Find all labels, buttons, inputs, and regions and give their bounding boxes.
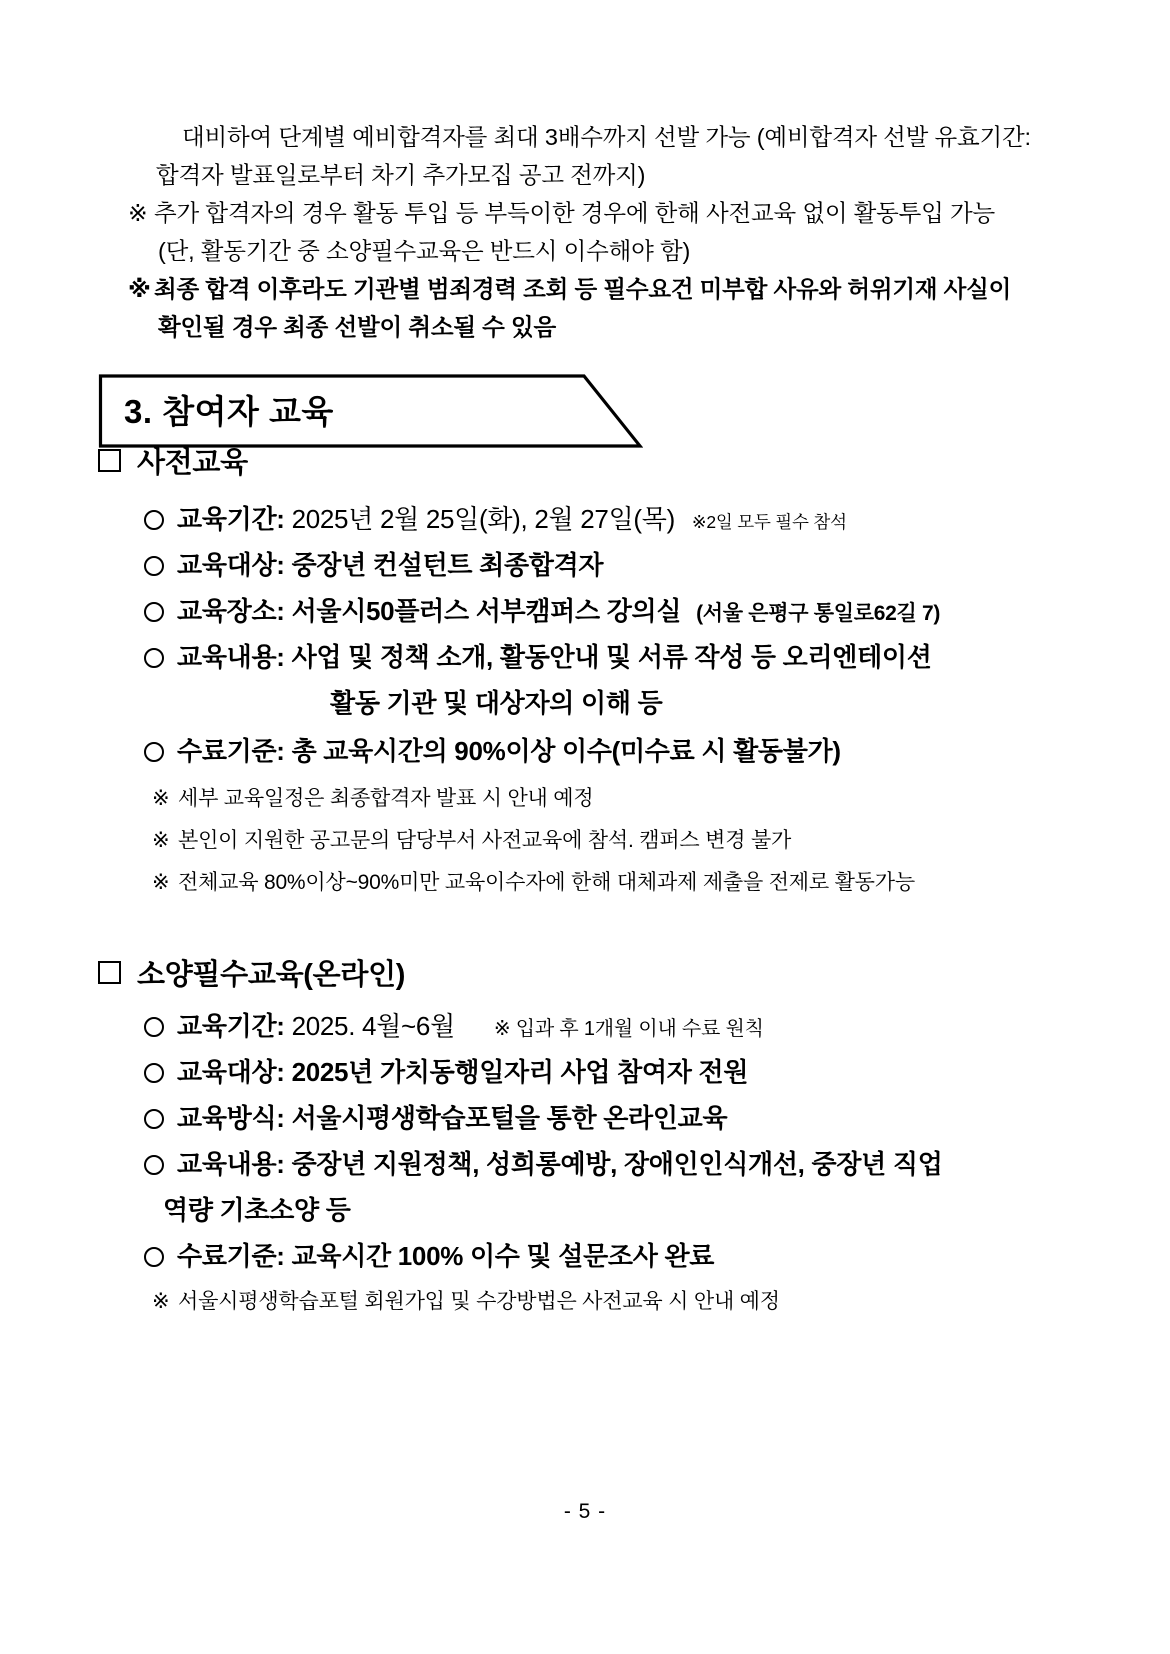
subsection-heading-pre-training [98, 440, 248, 481]
subsection-heading-label: 소양필수교육(온라인) [137, 959, 406, 991]
circle-bullet-icon [144, 1017, 164, 1037]
list-item-text [177, 1006, 764, 1043]
intro-paragraph-block [128, 118, 1058, 346]
list-item-text [177, 1144, 943, 1181]
list-item-label: 교육대상: [177, 550, 285, 580]
list-item-label: 교육기간: [177, 504, 285, 534]
intro-line-text: (단, 활동기간 중 소양필수교육은 반드시 이수해야 함) [158, 238, 691, 264]
list-item-text [177, 637, 932, 674]
note-mark-icon: ※ [152, 829, 170, 852]
list-item-value: 2025. 4월~6월 [291, 1011, 455, 1041]
intro-line-text: 대비하여 단계별 예비합격자를 최대 3배수까지 선발 가능 (예비합격자 선발 유효기간: [182, 124, 1031, 150]
intro-line [128, 308, 1058, 346]
circle-bullet-icon [144, 1063, 164, 1083]
circle-bullet-icon [144, 602, 164, 622]
circle-bullet-icon [144, 510, 164, 530]
list-item [144, 545, 603, 582]
intro-line [128, 118, 1058, 156]
list-item-address-note: (서울 은평구 통일로62길 7) [696, 602, 941, 625]
intro-line [128, 156, 1058, 194]
list-item-label: 수료기준: [177, 1241, 285, 1271]
footnote-text: 세부 교육일정은 최종합격자 발표 시 안내 예정 [178, 787, 594, 810]
footnote [152, 824, 791, 854]
list-item [144, 1098, 727, 1135]
section-banner [98, 372, 643, 450]
note-mark-icon: ※ [128, 276, 151, 302]
intro-line-text: 추가 합격자의 경우 활동 투입 등 부득이한 경우에 한해 사전교육 없이 활동투입 가능 [154, 200, 995, 226]
list-item [144, 1236, 714, 1273]
list-item [144, 1144, 943, 1181]
list-item-label: 교육내용: [177, 642, 285, 672]
list-item [144, 499, 847, 536]
square-bullet-icon [98, 449, 121, 472]
intro-line [128, 194, 1058, 232]
list-item-label: 교육장소: [177, 596, 285, 626]
list-item-label: 교육대상: [177, 1057, 285, 1087]
intro-line-text: 최종 합격 이후라도 기관별 범죄경력 조회 등 필수요건 미부합 사유와 허위기재 사실이 [154, 276, 1012, 302]
list-item-text [177, 1236, 714, 1273]
list-item-label: 교육기간: [177, 1011, 285, 1041]
list-item [144, 731, 841, 768]
list-item-value: 2025년 2월 25일(화), 2월 27일(목) [291, 504, 675, 534]
list-item-text [177, 1098, 727, 1135]
list-item-value: 중장년 지원정책, 성희롱예방, 장애인인식개선, 중장년 직업 [291, 1149, 943, 1179]
list-item-label: 수료기준: [177, 736, 285, 766]
list-item-text [177, 545, 603, 582]
section-title: 3. 참여자 교육 [124, 393, 334, 430]
subsection-heading-label: 사전교육 [137, 447, 248, 479]
footnote-text: 본인이 지원한 공고문의 담당부서 사전교육에 참석. 캠퍼스 변경 불가 [178, 829, 792, 852]
circle-bullet-icon [144, 556, 164, 576]
footnote [152, 866, 915, 896]
list-item-continuation: 활동 기관 및 대상자의 이해 등 [330, 688, 663, 718]
subsection-heading-mandatory-online-training [98, 952, 405, 993]
circle-bullet-icon [144, 1109, 164, 1129]
list-item-value: 교육시간 100% 이수 및 설문조사 완료 [291, 1241, 715, 1271]
intro-line [128, 270, 1058, 308]
footnote [152, 782, 593, 812]
list-item-text [177, 591, 940, 628]
intro-line-text: 확인될 경우 최종 선발이 취소될 수 있음 [158, 314, 556, 340]
list-item-value: 2025년 가치동행일자리 사업 참여자 전원 [291, 1057, 749, 1087]
circle-bullet-icon [144, 1247, 164, 1267]
list-item-value: 서울시평생학습포털을 통한 온라인교육 [291, 1103, 728, 1133]
square-bullet-icon [98, 961, 121, 984]
list-item [144, 591, 940, 628]
list-item-note: ※ 입과 후 1개월 이내 수료 원칙 [493, 1018, 764, 1040]
list-item-text [177, 731, 841, 768]
list-item [144, 1006, 764, 1043]
circle-bullet-icon [144, 648, 164, 668]
list-item-note: ※2일 모두 필수 참석 [691, 512, 847, 532]
list-item-continuation: 역량 기초소양 등 [163, 1195, 351, 1225]
list-item-value: 총 교육시간의 90%이상 이수(미수료 시 활동불가) [291, 736, 841, 766]
list-item-value: 사업 및 정책 소개, 활동안내 및 서류 작성 등 오리엔테이션 [291, 642, 932, 672]
intro-line [128, 232, 1058, 270]
list-item [144, 637, 932, 674]
note-mark-icon: ※ [152, 871, 170, 894]
note-mark-icon: ※ [152, 787, 170, 810]
list-item-value: 중장년 컨설턴트 최종합격자 [291, 550, 604, 580]
note-mark-icon: ※ [152, 1290, 170, 1313]
circle-bullet-icon [144, 1155, 164, 1175]
note-mark-icon: ※ [128, 200, 148, 226]
list-item-text [177, 499, 847, 536]
footnote-text: 서울시평생학습포털 회원가입 및 수강방법은 사전교육 시 안내 예정 [178, 1290, 780, 1313]
list-item [144, 1052, 748, 1089]
list-item-value: 서울시50플러스 서부캠퍼스 강의실 [291, 596, 682, 626]
list-item-text [177, 1052, 748, 1089]
intro-line-text: 합격자 발표일로부터 차기 추가모집 공고 전까지) [156, 162, 646, 188]
page-number: - 5 - [563, 1500, 607, 1523]
circle-bullet-icon [144, 742, 164, 762]
list-item-label: 교육내용: [177, 1149, 285, 1179]
footnote-text: 전체교육 80%이상~90%미만 교육이수자에 한해 대체과제 제출을 전제로 활동가능 [178, 871, 915, 894]
footnote [152, 1285, 780, 1315]
list-item-label: 교육방식: [177, 1103, 285, 1133]
